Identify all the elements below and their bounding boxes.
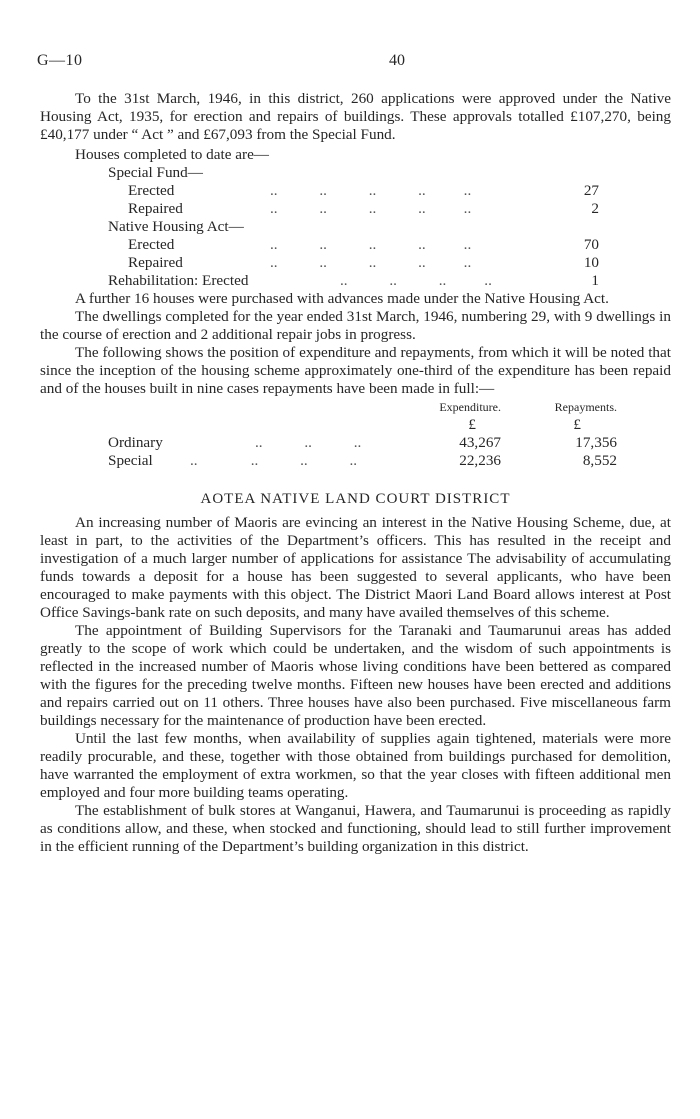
cell-repayments: 17,356 <box>575 434 617 451</box>
column-header-expenditure: Expenditure. <box>439 400 501 414</box>
list-item <box>40 236 671 254</box>
page-header <box>37 52 667 72</box>
row-label: Ordinary <box>108 434 163 451</box>
column-header-repayments: Repayments. <box>554 400 617 414</box>
list-item <box>40 254 671 272</box>
houses-completed-list <box>40 146 671 290</box>
list-item <box>40 164 671 182</box>
unit-expenditure: £ <box>468 416 476 433</box>
table-units-row <box>40 416 671 434</box>
page-body <box>40 90 671 856</box>
paragraph-expenditure-intro: The following shows the position of expenditure and repayments, from which it will be noted that since the inception of the housing scheme approximately one-third of the expenditure has been repaid and of the houses built in nine cases repayments have been made in full:— <box>40 344 671 397</box>
expenditure-table <box>40 398 671 470</box>
paragraph-bulk-stores: The establishment of bulk stores at Wanganui, Hawera, and Taumarunui is proceeding as rapidly as conditions allow, and these, when stocked and functioning, should lead to still further improvement in the efficient running of the Department’s building organization in this district. <box>40 802 671 855</box>
list-item <box>40 182 671 200</box>
list-item-value: 1 <box>591 272 599 289</box>
houses-intro-row <box>40 146 671 164</box>
list-item-value: 10 <box>583 254 599 271</box>
row-label: Special <box>108 452 153 469</box>
leader-dots: .. .. .. .. .. <box>270 254 472 271</box>
leader-dots: .. .. .. .. .. <box>270 236 472 253</box>
paragraph-building-supervisors: The appointment of Building Supervisors for the Taranaki and Taumarunui areas has added greatly to the scope of work which could be undertaken, and the wisdom of such appointments is reflected in the increased number of Maoris whose living conditions have been bettered as compared with the figures for the preceding twelve months. Fifteen new houses have been erected and additions and repairs carried out on 11 others. Three houses have also been purchased. Five miscellaneous farm buildings necessary for the maintenance of production have been erected. <box>40 622 671 729</box>
list-item-label: Repaired <box>128 200 183 217</box>
unit-repayments: £ <box>573 416 581 433</box>
list-item-value: 70 <box>583 236 599 253</box>
leader-dots: .. .. .. .. <box>340 272 492 289</box>
paragraph-approvals: To the 31st March, 1946, in this district, 260 applications were approved under the Native Housing Act, 1935, for erection and repairs of buildings. These approvals totalled £107,270, being £40,177 under “ Act ” and £67,093 from the Special Fund. <box>40 90 671 143</box>
paragraph-increasing-interest: An increasing number of Maoris are evincing an interest in the Native Housing Scheme, due, at least in part, to the activities of the Department’s officers. This has resulted in the receipt and investigation of a much larger number of applications for assistance The advisability of accumulating funds towards a deposit for a house has been suggested to several applicants, who have been encouraged to make payments with this object. The District Maori Land Board allows interest at Post Office Savings-bank rate on such deposits, and many have availed themselves of this scheme. <box>40 514 671 621</box>
list-item-value: 2 <box>591 200 599 217</box>
list-item-label: Erected <box>128 236 175 253</box>
table-row <box>40 434 671 452</box>
leader-dots: .. .. .. .. .. <box>270 200 472 217</box>
list-item-label: Native Housing Act— <box>108 218 244 235</box>
list-item-value: 27 <box>583 182 599 199</box>
paragraph-further-houses: A further 16 houses were purchased with advances made under the Native Housing Act. <box>75 290 609 307</box>
list-item-label: Special Fund— <box>108 164 203 181</box>
list-item-label: Erected <box>128 182 175 199</box>
list-item-label: Rehabilitation: Erected <box>108 272 249 289</box>
page-number: 40 <box>389 52 405 69</box>
houses-intro: Houses completed to date are— <box>75 146 269 163</box>
paragraph-dwellings-completed: The dwellings completed for the year ended 31st March, 1946, numbering 29, with 9 dwellings in the course of erection and 2 additional repair jobs in progress. <box>40 308 671 343</box>
list-item <box>40 218 671 236</box>
table-header-row <box>40 398 671 416</box>
list-item <box>40 272 671 290</box>
cell-expenditure: 22,236 <box>459 452 501 469</box>
table-row <box>40 452 671 470</box>
cell-repayments: 8,552 <box>582 452 617 469</box>
leader-dots: .. .. .. .. .. <box>270 182 472 199</box>
cell-expenditure: 43,267 <box>459 434 501 451</box>
section-title: AOTEA NATIVE LAND COURT DISTRICT <box>200 491 511 507</box>
document-reference: G—10 <box>37 52 83 69</box>
leader-dots: .. .. .. .. <box>190 452 358 469</box>
list-item <box>40 200 671 218</box>
list-item-label: Repaired <box>128 254 183 271</box>
paragraph-materials: Until the last few months, when availability of supplies again tightened, materials were more readily procurable, and these, together with those obtained from buildings purchased for demolition, have warranted the employment of extra workmen, so that the year closes with fifteen additional men employed and four more building teams operating. <box>40 730 671 801</box>
leader-dots: .. .. .. <box>255 434 362 451</box>
